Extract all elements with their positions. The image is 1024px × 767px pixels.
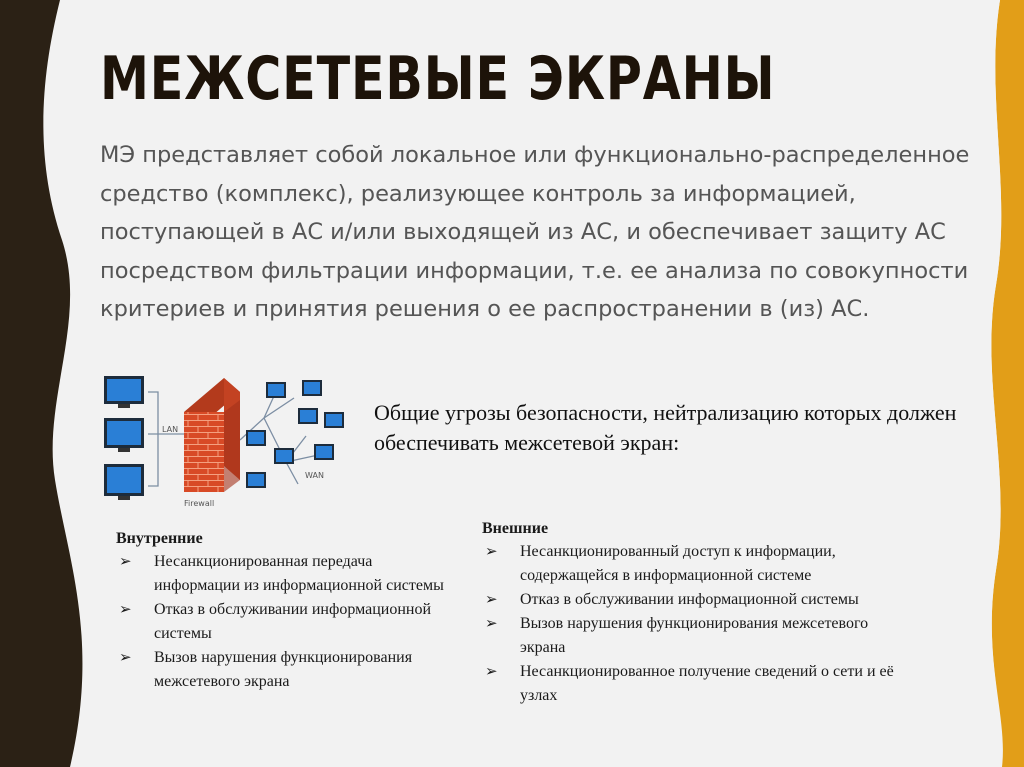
network-node-icon [246,472,266,488]
list-item: ➢ Вызов нарушения функционирования межсетевого экрана [116,646,461,694]
network-node-icon [324,412,344,428]
firewall-label: Firewall [184,499,215,508]
arrow-bullet-icon: ➢ [119,602,132,618]
list-item: ➢ Отказ в обслуживании информационной системы [482,588,902,612]
external-threats-heading: Внешние [482,520,549,537]
internal-threats-list [116,550,461,694]
network-node-icon [266,382,286,398]
arrow-bullet-icon: ➢ [485,592,498,608]
monitor-icon [104,464,144,500]
network-node-icon [314,444,334,460]
arrow-bullet-icon: ➢ [119,554,132,570]
external-threats-list [482,540,902,708]
definition-paragraph: МЭ представляет собой локальное или функционально-распределенное средство (комплекс), реализующее контроль за информацией, поступающей в АС и/или выходящей из АС, и обеспечивает защиту АС посредством фильтрации информации, т.е. ее анализа по совокупности критериев и принятия решения о ее распространении в (из) АС. [100,142,970,322]
monitor-icon [104,376,144,408]
network-node-icon [302,380,322,396]
list-item: ➢ Несанкционированный доступ к информации, содержащейся в информационной системе [482,540,902,588]
lan-label: LAN [162,425,179,434]
internal-threats [116,528,461,694]
threats-intro: Общие угрозы безопасности, нейтрализацию которых должен обеспечивать межсетевой экран: [374,400,957,455]
list-item: ➢ Вызов нарушения функционирования межсетевого экрана [482,612,902,660]
list-item: ➢ Несанкционированная передача информации из информационной системы [116,550,461,598]
arrow-bullet-icon: ➢ [119,650,132,666]
monitor-icon [104,418,144,452]
list-item: ➢ Отказ в обслуживании информационной системы [116,598,461,646]
brick-firewall-icon [184,378,240,492]
external-threats [482,518,902,708]
firewall-network-diagram [98,372,360,516]
network-node-icon [246,430,266,446]
arrow-bullet-icon: ➢ [485,664,498,680]
network-node-icon [298,408,318,424]
list-item: ➢ Несанкционированное получение сведений о сети и её узлах [482,660,902,708]
arrow-bullet-icon: ➢ [485,544,498,560]
internal-threats-heading: Внутренние [116,530,203,547]
arrow-bullet-icon: ➢ [485,616,498,632]
network-node-icon [274,448,294,464]
slide-title: МЕЖСЕТЕВЫЕ ЭКРАНЫ [100,44,776,114]
wan-label: WAN [305,471,324,480]
